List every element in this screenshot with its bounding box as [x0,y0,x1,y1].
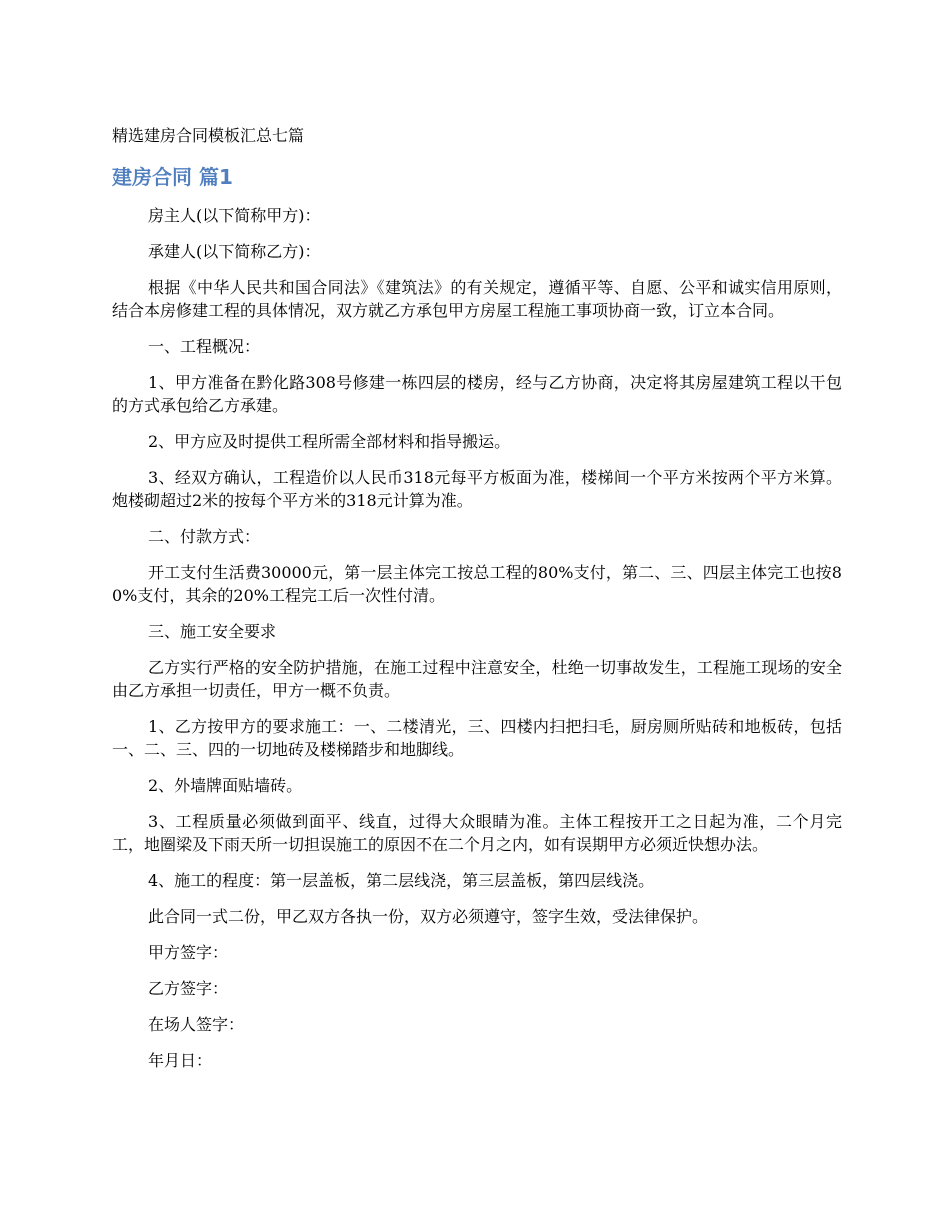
paragraph-preamble: 根据《中华人民共和国合同法》《建筑法》的有关规定，遵循平等、自愿、公平和诚实信用原则，结合本房修建工程的具体情况，双方就乙方承包甲方房屋工程施工事项协商一致，订立本合同。 [112,278,842,320]
paragraph-item: 1、乙方按甲方的要求施工：一、二楼清光，三、四楼内扫把扫毛，厨房厕所贴砖和地板砖，包括一、二、三、四的一切地砖及楼梯踏步和地脚线。 [112,717,842,759]
paragraph-closing: 此合同一式二份，甲乙双方各执一份，双方必须遵守，签字生效，受法律保护。 [148,907,709,926]
signature-witness: 在场人签字： [148,1015,245,1034]
paragraph-section-safety: 三、施工安全要求 [148,622,277,641]
paragraph-item: 2、甲方应及时提供工程所需全部材料和指导搬运。 [148,432,511,451]
signature-date: 年月日： [148,1051,213,1070]
paragraph-item: 3、工程质量必须做到面平、线直，过得大众眼睛为准。主体工程按开工之日起为准，二个月完工，地圈梁及下雨天所一切担误施工的原因不在二个月之内，如有误期甲方必须近快想办法。 [112,812,842,854]
signature-party-a: 甲方签字： [148,943,229,962]
paragraph-item: 开工支付生活费30000元，第一层主体完工按总工程的80%支付，第二、三、四层主体完工也按80%支付，其余的20%工程完工后一次性付清。 [112,563,842,605]
paragraph-item: 4、施工的程度：第一层盖板，第二层线浇，第三层盖板，第四层线浇。 [148,871,655,890]
signature-party-b: 乙方签字： [148,979,229,998]
paragraph-section-overview: 一、工程概况： [148,337,261,356]
paragraph-section-payment: 二、付款方式： [148,527,261,546]
paragraph-owner: 房主人(以下简称甲方)： [148,206,321,225]
paragraph-item: 3、经双方确认，工程造价以人民币318元每平方板面为准，楼梯间一个平方米按两个平方米算。炮楼砌超过2米的按每个平方米的318元计算为准。 [112,468,842,510]
paragraph-builder: 承建人(以下简称乙方)： [148,242,321,261]
paragraph-item: 1、甲方准备在黔化路308号修建一栋四层的楼房，经与乙方协商，决定将其房屋建筑工程以干包的方式承包给乙方承建。 [112,373,842,415]
paragraph-item: 乙方实行严格的安全防护措施，在施工过程中注意安全，杜绝一切事故发生，工程施工现场的安全由乙方承担一切责任，甲方一概不负责。 [112,658,842,700]
section-heading: 建房合同 篇1 [112,165,233,189]
document-body [112,204,842,1085]
paragraph-item: 2、外墙牌面贴墙砖。 [148,776,303,795]
document-title: 精选建房合同模板汇总七篇 [112,126,305,145]
